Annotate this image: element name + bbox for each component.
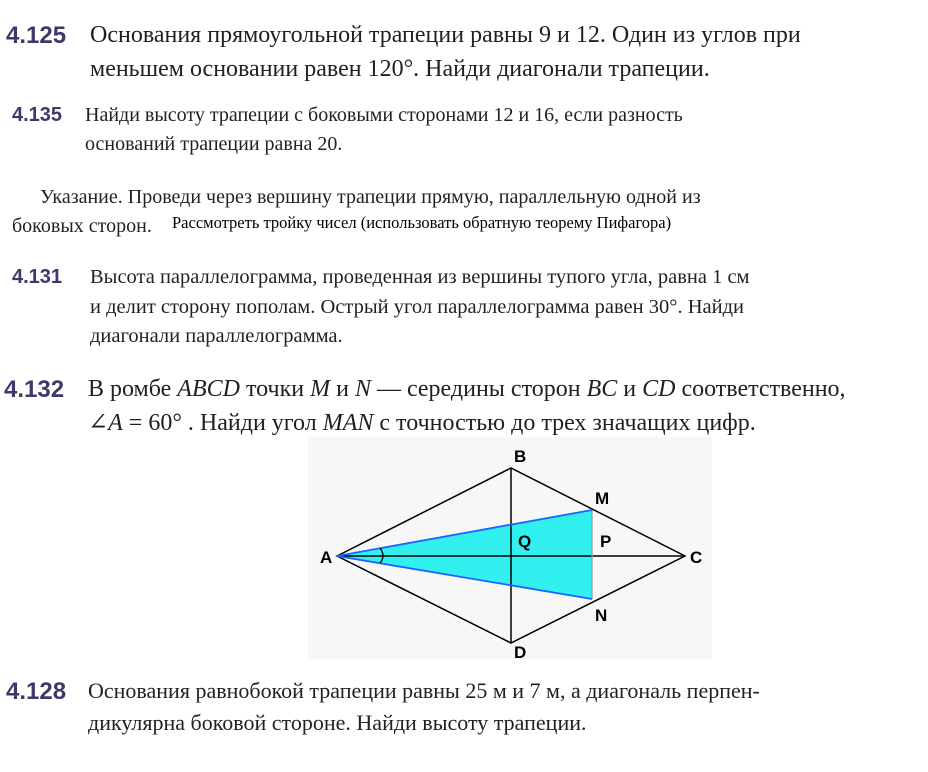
problem-number: 4.125 <box>6 22 67 49</box>
problem-number: 4.128 <box>6 678 67 705</box>
text-run-italic: MAN <box>322 410 374 436</box>
hint-text-line: боковых сторон. <box>12 215 152 237</box>
text-run: с точностью до трех значащих цифр. <box>373 410 756 436</box>
text-run: = 60° . Найди угол <box>122 410 323 436</box>
problem-number: 4.131 <box>12 266 63 288</box>
problem-number: 4.135 <box>12 104 63 126</box>
rhombus-diagram <box>308 437 712 659</box>
point-label-m: M <box>595 489 610 508</box>
point-label-n: N <box>595 606 608 625</box>
vertex-label-d: D <box>514 643 527 659</box>
problem-text-line: Высота параллелограмма, проведенная из вершины тупого угла, равна 1 см <box>90 266 750 288</box>
problem-text-line: дикулярна боковой стороне. Найди высоту трапеции. <box>88 710 587 735</box>
problem-text-line: и делит сторону пополам. Острый угол параллелограмма равен 30°. Найди <box>90 296 744 318</box>
hint-note: Рассмотреть тройку чисел (использовать обратную теорему Пифагора) <box>172 213 672 232</box>
text-run: точки <box>239 376 311 402</box>
problem-text-line <box>88 408 756 437</box>
shaded-triangle-man <box>337 510 592 599</box>
problem-number: 4.132 <box>4 376 65 403</box>
problem-text-line: Найди высоту трапеции с боковыми сторонами 12 и 16, если разность <box>85 104 683 126</box>
text-run-italic: BC <box>586 376 618 402</box>
text-run-italic: CD <box>642 376 676 402</box>
text-run: и <box>330 376 355 402</box>
text-run-italic: M <box>310 376 331 402</box>
vertex-label-a: A <box>320 548 333 567</box>
problem-text-line: диагонали параллелограмма. <box>90 325 343 347</box>
text-run: и <box>617 376 643 402</box>
text-run: соответственно, <box>675 376 846 402</box>
text-run-italic: ∠A <box>88 410 123 436</box>
text-run: — середины сторон <box>370 376 587 402</box>
hint-text-line: Указание. Проведи через вершину трапеции прямую, параллельную одной из <box>40 186 701 208</box>
point-label-q: Q <box>518 532 532 551</box>
problem-text-line: Основания прямоугольной трапеции равны 9 и 12. Один из углов при <box>90 22 801 48</box>
text-run: В ромбе <box>88 376 178 402</box>
point-label-p: P <box>600 532 612 551</box>
rhombus-figure <box>308 437 712 659</box>
text-run-italic: ABCD <box>177 376 240 402</box>
problem-text-line: Основания равнобокой трапеции равны 25 м и 7 м, а диагональ перпен- <box>88 678 760 703</box>
text-run-italic: N <box>354 376 371 402</box>
vertex-label-c: C <box>690 548 703 567</box>
problem-text-line: оснований трапеции равна 20. <box>85 133 343 155</box>
vertex-label-b: B <box>514 447 527 466</box>
problem-text-line <box>88 376 846 403</box>
problem-text-line: меньшем основании равен 120°. Найди диагонали трапеции. <box>90 56 710 82</box>
